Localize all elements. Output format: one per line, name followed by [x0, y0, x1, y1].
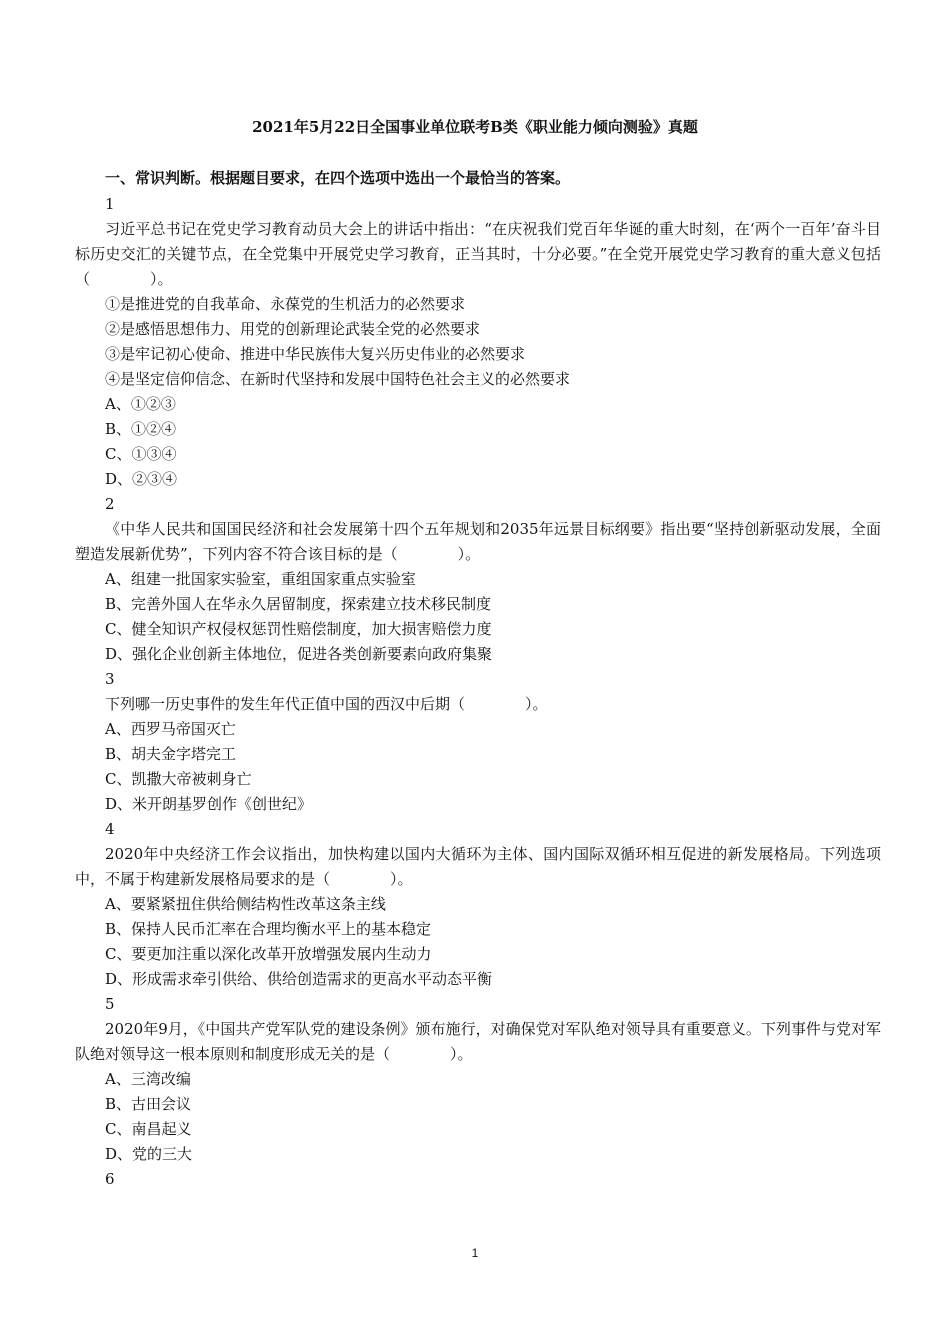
question-stem: 习近平总书记在党史学习教育动员大会上的讲话中指出：“在庆祝我们党百年华诞的重大时刻，在‘两个一百年’奋斗目标历史交汇的关键节点，在全党集中开展党史学习教育，正当其时，十分必要。”在全党开展党史学习教育的重大意义包括（ ）。: [75, 220, 881, 288]
question-statement: ③是牢记初心使命、推进中华民族伟大复兴历史伟业的必然要求: [105, 345, 526, 363]
answer-option: A、①②③: [105, 395, 176, 413]
answer-option: C、健全知识产权侵权惩罚性赔偿制度，加大损害赔偿力度: [105, 620, 492, 638]
question-number: 5: [105, 995, 115, 1013]
answer-option: B、保持人民币汇率在合理均衡水平上的基本稳定: [105, 920, 432, 938]
question-stem: 2020年中央经济工作会议指出，加快构建以国内大循环为主体、国内国际双循环相互促进的新发展格局。下列选项中，不属于构建新发展格局要求的是（ ）。: [75, 845, 881, 888]
question-block: [75, 1167, 881, 1192]
question-stem: 2020年9月，《中国共产党军队党的建设条例》颁布施行，对确保党对军队绝对领导具有重要意义。下列事件与党对军队绝对领导这一根本原则和制度形成无关的是（ ）。: [75, 1020, 881, 1063]
answer-option: C、①③④: [105, 445, 177, 463]
question-stem: 《中华人民共和国国民经济和社会发展第十四个五年规划和2035年远景目标纲要》指出要“坚持创新驱动发展，全面塑造发展新优势”，下列内容不符合该目标的是（ ）。: [75, 520, 881, 563]
question-block: [75, 492, 881, 667]
answer-option: A、组建一批国家实验室，重组国家重点实验室: [105, 570, 416, 588]
question-statement: ②是感悟思想伟力、用党的创新理论武装全党的必然要求: [105, 320, 481, 338]
answer-option: A、要紧紧扭住供给侧结构性改革这条主线: [105, 895, 386, 913]
question-number: 3: [105, 670, 115, 688]
answer-option: C、凯撒大帝被刺身亡: [105, 770, 252, 788]
answer-option: D、党的三大: [105, 1145, 193, 1163]
answer-option: B、胡夫金字塔完工: [105, 745, 237, 763]
answer-option: B、完善外国人在华永久居留制度，探索建立技术移民制度: [105, 595, 492, 613]
question-block: [75, 992, 881, 1167]
answer-option: B、古田会议: [105, 1095, 192, 1113]
question-statement: ①是推进党的自我革命、永葆党的生机活力的必然要求: [105, 295, 466, 313]
question-number: 2: [105, 495, 115, 513]
answer-option: D、强化企业创新主体地位，促进各类创新要素向政府集聚: [105, 645, 493, 663]
question-list: [75, 192, 881, 1192]
question-block: [75, 192, 881, 492]
answer-option: A、西罗马帝国灭亡: [105, 720, 236, 738]
answer-option: C、要更加注重以深化改革开放增强发展内生动力: [105, 945, 432, 963]
question-statement: ④是坚定信仰信念、在新时代坚持和发展中国特色社会主义的必然要求: [105, 370, 571, 388]
page-number: 1: [471, 1246, 479, 1260]
answer-option: D、形成需求牵引供给、供给创造需求的更高水平动态平衡: [105, 970, 493, 988]
section-heading: 一、常识判断。根据题目要求，在四个选项中选出一个最恰当的答案。: [105, 169, 571, 187]
answer-option: A、三湾改编: [105, 1070, 191, 1088]
question-number: 6: [105, 1170, 115, 1188]
question-block: [75, 817, 881, 992]
question-stem: 下列哪一历史事件的发生年代正值中国的西汉中后期（ ）。: [105, 695, 548, 713]
answer-option: D、米开朗基罗创作《创世纪》: [105, 795, 313, 813]
answer-option: D、②③④: [105, 470, 178, 488]
question-number: 4: [105, 820, 115, 838]
answer-option: C、南昌起义: [105, 1120, 192, 1138]
question-number: 1: [105, 195, 115, 213]
answer-option: B、①②④: [105, 420, 177, 438]
question-block: [75, 667, 881, 817]
document-title: 2021年5月22日全国事业单位联考B类《职业能力倾向测验》真题: [252, 118, 698, 136]
document-content: [75, 166, 881, 1192]
